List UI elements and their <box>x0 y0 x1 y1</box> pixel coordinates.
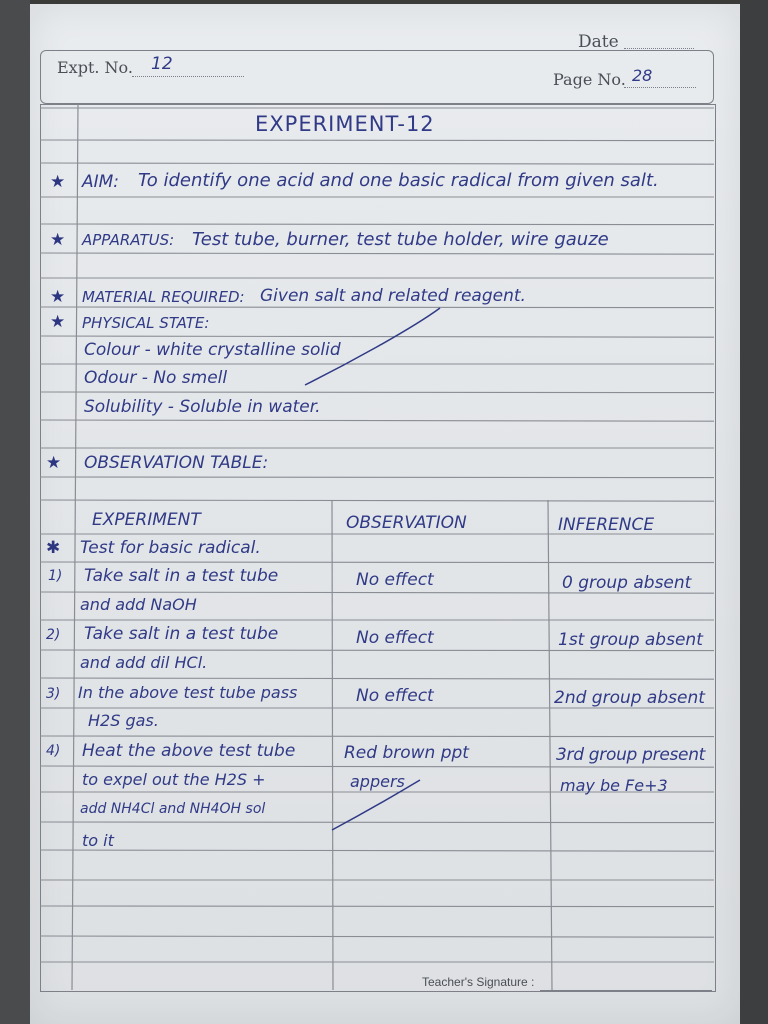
ruled-line <box>40 650 714 651</box>
row-4-inference-line-2: may be Fe+3 <box>560 776 668 795</box>
row-4-inference-line-1: 3rd group present <box>556 745 706 765</box>
physical-state-label: PHYSICAL STATE: <box>82 314 210 332</box>
star-bullet-apparatus: ★ <box>50 230 66 250</box>
apparatus-label: APPARATUS: <box>82 231 175 249</box>
row-3-number: 3) <box>46 686 61 702</box>
row-1-experiment-line-1: Take salt in a test tube <box>84 566 279 586</box>
ruled-line <box>40 936 714 937</box>
row-4-experiment-line-2: to expel out the H2S + <box>82 770 266 789</box>
star-bullet-aim: ★ <box>50 172 66 192</box>
odour-text: Odour - No smell <box>84 368 228 388</box>
ruled-line <box>40 562 714 563</box>
ruled-line <box>40 224 714 225</box>
row-4-observation-line-1: Red brown ppt <box>344 743 469 763</box>
row-4-experiment-line-4: to it <box>82 831 114 850</box>
observation-heading: OBSERVATION TABLE: <box>84 453 269 473</box>
teacher-signature-label: Teacher's Signature : <box>422 975 535 989</box>
star-bullet-physical-state: ★ <box>50 312 66 332</box>
row-2-experiment-line-1: Take salt in a test tube <box>84 624 279 644</box>
star-bullet-material: ★ <box>50 287 66 307</box>
row-3-inference: 2nd group absent <box>554 688 705 708</box>
row-2-inference: 1st group absent <box>558 630 703 650</box>
material-label: MATERIAL REQUIRED: <box>82 288 245 306</box>
ruled-line <box>40 766 714 767</box>
row-4-number: 4) <box>46 743 61 759</box>
row-2-experiment-line-2: and add dil HCl. <box>80 653 208 672</box>
ruled-line <box>40 140 714 141</box>
colour-text: Colour - white crystalline solid <box>84 340 341 360</box>
expt-number: 12 <box>151 54 173 74</box>
ruled-line <box>40 420 714 421</box>
expt-label: Expt. No. <box>57 58 133 77</box>
row-2-observation: No effect <box>356 628 434 648</box>
row-2-number: 2) <box>46 627 61 643</box>
ruled-line <box>40 500 714 501</box>
ruled-line <box>40 253 714 254</box>
experiment-title: EXPERIMENT-12 <box>255 112 435 136</box>
row-3-experiment-line-1: In the above test tube pass <box>78 683 298 702</box>
table-header-inference: INFERENCE <box>558 515 655 535</box>
ruled-line <box>40 392 714 393</box>
ruled-line <box>40 477 714 478</box>
row-1-observation: No effect <box>356 570 434 590</box>
asterisk-bullet-section: ✱ <box>46 538 61 558</box>
row-3-experiment-line-2: H2S gas. <box>88 711 159 730</box>
ruled-line <box>40 736 714 737</box>
row-4-observation-line-2: appers <box>350 772 405 791</box>
row-4-experiment-line-1: Heat the above test tube <box>82 741 296 761</box>
ruled-line <box>40 678 714 679</box>
page-number: 28 <box>632 66 653 85</box>
row-1-experiment-line-2: and add NaOH <box>80 595 197 614</box>
table-header-experiment: EXPERIMENT <box>92 510 201 530</box>
row-1-inference: 0 group absent <box>562 573 692 593</box>
aim-text: To identify one acid and one basic radical from given salt. <box>138 170 659 191</box>
row-1-number: 1) <box>48 568 63 584</box>
section-title: Test for basic radical. <box>80 538 261 558</box>
ruled-line <box>40 336 714 337</box>
row-4-experiment-line-3: add NH4Cl and NH4OH sol <box>80 801 266 817</box>
page-label: Page No. <box>553 70 626 89</box>
ruled-line <box>40 822 714 823</box>
date-label: Date <box>578 32 619 52</box>
teacher-signature-line <box>540 990 712 991</box>
apparatus-text: Test tube, burner, test tube holder, wire gauze <box>192 229 609 250</box>
material-text: Given salt and related reagent. <box>260 286 526 306</box>
ruled-line <box>40 906 714 907</box>
table-header-observation: OBSERVATION <box>346 513 467 533</box>
ruled-line <box>40 307 714 308</box>
aim-label: AIM: <box>82 172 120 192</box>
ruled-line <box>40 163 714 164</box>
row-3-observation: No effect <box>356 686 434 706</box>
ruled-line <box>40 850 714 851</box>
solubility-text: Solubility - Soluble in water. <box>84 397 321 417</box>
star-bullet-observation: ★ <box>46 453 62 473</box>
